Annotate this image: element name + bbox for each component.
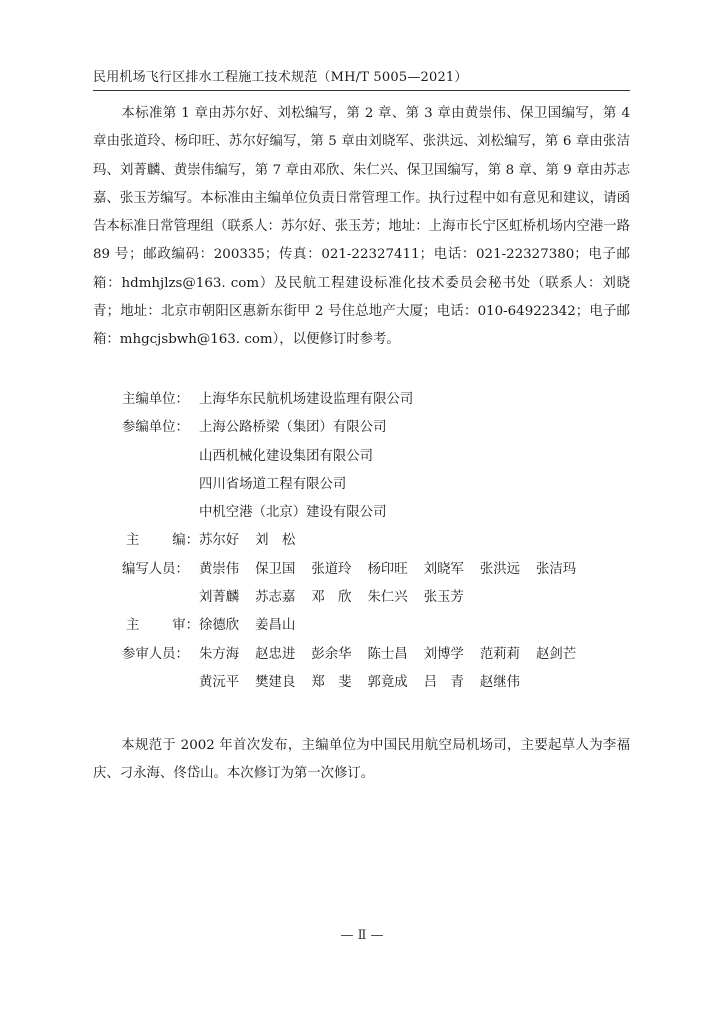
chief-editors-label: 主 编： <box>126 533 199 549</box>
participating-unit: 上海公路桥梁（集团）有限公司 <box>199 420 387 436</box>
participating-unit: 山西机械化建设集团有限公司 <box>199 448 374 464</box>
reviewers-row <box>122 669 592 697</box>
chief-reviewers-names <box>199 612 311 640</box>
person-name: 刘博学 <box>423 646 464 662</box>
person-name: 杨印旺 <box>367 561 408 577</box>
person-name: 刘 松 <box>255 533 296 549</box>
intro-paragraph-text: 本标准第 1 章由苏尔好、刘松编写，第 2 章、第 3 章由黄崇伟、保卫国编写，第 4 章由张道玲、杨印旺、苏尔好编写，第 5 章由刘晓军、张洪远、刘松编写，第 6 章由张洁玛、刘菁麟、黄崇伟编写，第 7 章由邓欣、朱仁兴、保卫国编写，第 8 章、第 9 章由苏志嘉、张玉芳编写。本标准由主编单位负责日常管理工作。执行过程中如有意见和建议，请函告本标准日常管理组（联系人：苏尔好、张玉芳；地址：上海市长宁区虹桥机场内空港一路 89 号；邮政编码：200335；传真：021-22327411；电话：021-22327380；电子邮箱：hdmhjlzs@163. com）及民航工程建设标准化技术委员会秘书处（联系人：刘晓青；地址：北京市朝阳区惠新东街甲 2 号住总地产大厦；电话：010-64922342；电子邮箱：mhgcjsbwh@163. com），以便修订时参考。 <box>93 106 630 348</box>
person-name: 苏志嘉 <box>255 590 296 606</box>
person-name: 朱仁兴 <box>367 590 408 606</box>
person-name: 郭竟成 <box>367 674 408 690</box>
person-name: 张洁玛 <box>536 561 577 577</box>
person-name: 郑 斐 <box>311 674 352 690</box>
person-name: 陈士昌 <box>367 646 408 662</box>
reviewers-names <box>199 641 592 669</box>
participating-unit: 四川省场道工程有限公司 <box>199 476 347 492</box>
participating-unit-row <box>122 499 592 527</box>
chief-editors-names <box>199 527 311 555</box>
person-name: 范莉莉 <box>479 646 521 662</box>
person-name: 张道玲 <box>311 561 352 577</box>
chief-unit-value: 上海华东民航机场建设监理有限公司 <box>199 392 414 407</box>
writers-names <box>199 584 480 612</box>
person-name: 刘晓军 <box>423 561 464 577</box>
writers-label: 编写人员： <box>122 561 189 577</box>
contributors-block <box>122 386 592 697</box>
person-name: 黄崇伟 <box>199 561 240 577</box>
participating-unit-row <box>122 443 592 471</box>
person-name: 吕 青 <box>423 674 464 690</box>
history-paragraph <box>93 732 630 789</box>
participating-unit: 中机空港（北京）建设有限公司 <box>199 505 387 521</box>
chief-reviewers-label: 主 审： <box>126 618 199 634</box>
reviewers-names <box>199 669 536 697</box>
participating-units-label: 参编单位： <box>122 420 189 436</box>
chief-unit-label: 主编单位： <box>122 392 189 407</box>
person-name: 黄沅平 <box>199 674 240 690</box>
chief-unit-row <box>122 386 592 414</box>
person-name: 刘菁麟 <box>199 590 240 606</box>
reviewers-label: 参审人员： <box>122 646 189 662</box>
person-name: 姜昌山 <box>255 618 296 634</box>
person-name: 张洪远 <box>479 561 521 577</box>
page-number: — Ⅱ — <box>340 928 384 943</box>
writers-row <box>122 556 592 584</box>
person-name: 彭余华 <box>311 646 352 662</box>
person-name: 朱方海 <box>199 646 240 662</box>
person-name: 邓 欣 <box>311 590 352 606</box>
person-name: 樊建良 <box>255 674 296 690</box>
intro-paragraph <box>93 100 630 355</box>
person-name: 赵剑芒 <box>536 646 577 662</box>
person-name: 张玉芳 <box>423 590 464 606</box>
person-name: 徐德欣 <box>199 618 240 634</box>
history-paragraph-text: 本规范于 2002 年首次发布，主编单位为中国民用航空局机场司，主要起草人为李福庆、刁永海、佟岱山。本次修订为第一次修订。 <box>93 738 630 782</box>
person-name: 苏尔好 <box>199 533 240 549</box>
participating-unit-row <box>122 471 592 499</box>
person-name: 赵继伟 <box>479 674 521 690</box>
writers-names <box>199 556 592 584</box>
person-name: 保卫国 <box>255 561 296 577</box>
running-header: 民用机场飞行区排水工程施工技术规范（MH/T 5005—2021） <box>93 68 630 91</box>
writers-row <box>122 584 592 612</box>
participating-unit-row <box>122 414 592 442</box>
chief-editors-row <box>122 527 592 555</box>
reviewers-row <box>122 641 592 669</box>
person-name: 赵忠进 <box>255 646 296 662</box>
chief-reviewers-row <box>122 612 592 640</box>
